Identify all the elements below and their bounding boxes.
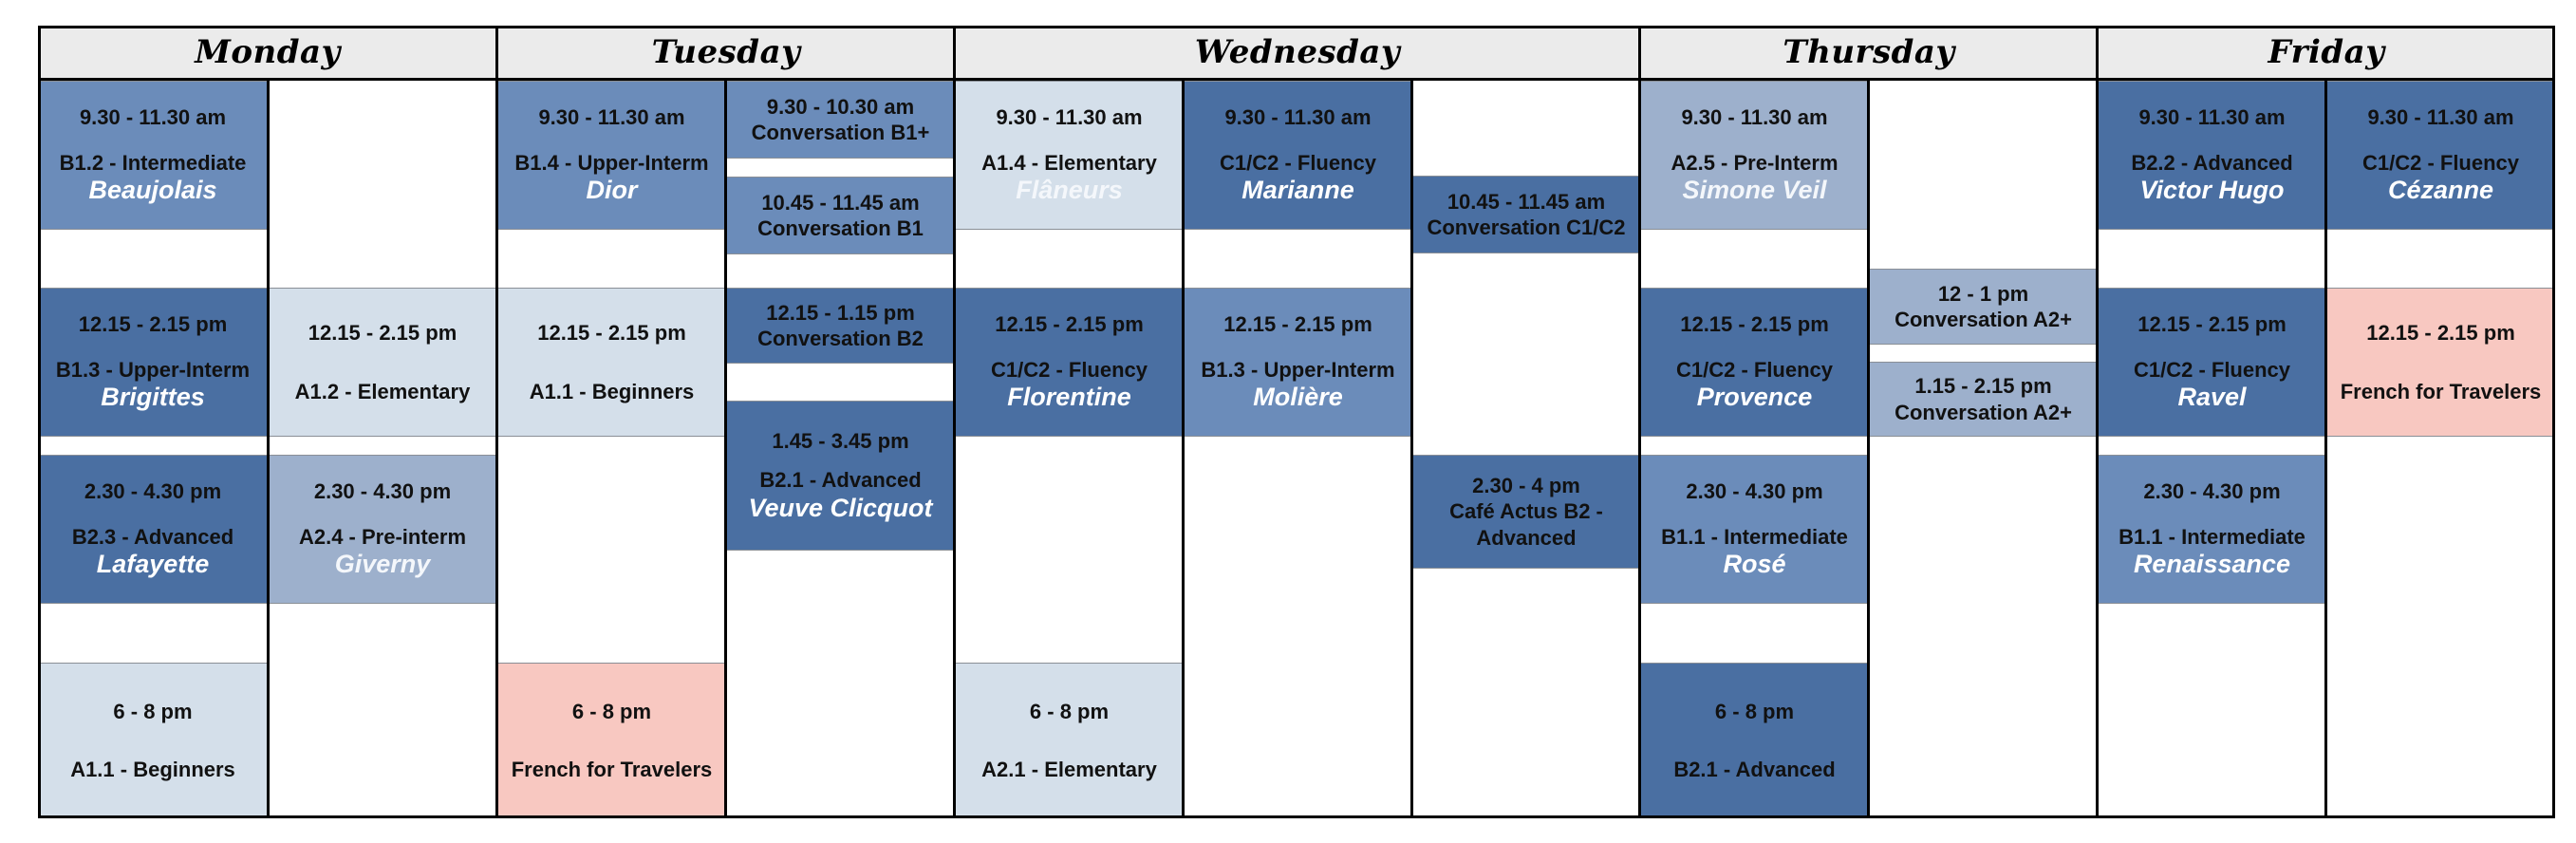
class-time: 10.45 - 11.45 am xyxy=(1447,189,1606,214)
day-header-friday: Friday xyxy=(2098,26,2555,81)
class-time: 9.30 - 11.30 am xyxy=(996,105,1143,130)
class-level: C1/C2 - Fluency xyxy=(1219,150,1377,175)
class-level: Conversation B1 xyxy=(757,216,924,240)
class-level: A1.1 - Beginners xyxy=(70,758,235,781)
class-level: Café Actus B2 - xyxy=(1449,499,1603,524)
class-level: B1.4 - Upper-Interm xyxy=(514,150,709,175)
class-level: C1/C2 - Fluency xyxy=(990,357,1148,382)
class-level: Conversation B2 xyxy=(757,327,924,350)
class-time: 9.30 - 11.30 am xyxy=(2138,105,2286,130)
class-name: Florentine xyxy=(1007,383,1131,412)
class-level: French for Travelers xyxy=(511,758,713,781)
class-time: 12.15 - 2.15 pm xyxy=(1223,312,1372,337)
class-level: B1.1 - Intermediate xyxy=(1661,524,1848,549)
class-time: 2.30 - 4 pm xyxy=(1472,473,1580,497)
class-level: Conversation C1/C2 xyxy=(1427,215,1626,239)
class-name: Victor Hugo xyxy=(2139,176,2285,205)
class-time: 2.30 - 4.30 pm xyxy=(1686,479,1823,504)
class-time: 6 - 8 pm xyxy=(571,699,652,723)
class-time: 9.30 - 11.30 am xyxy=(1224,105,1372,130)
class-time: 9.30 - 11.30 am xyxy=(2367,105,2514,130)
class-time: 12.15 - 1.15 pm xyxy=(766,300,915,325)
class-level: Conversation A2+ xyxy=(1895,400,2072,424)
class-level: B2.3 - Advanced xyxy=(71,524,234,549)
class-name: Dior xyxy=(586,176,638,205)
class-time: 6 - 8 pm xyxy=(1714,699,1795,723)
class-time: 12.15 - 2.15 pm xyxy=(2137,312,2287,337)
class-level: Conversation B1+ xyxy=(751,121,930,144)
class-time: 2.30 - 4.30 pm xyxy=(313,479,452,504)
class-level: C1/C2 - Fluency xyxy=(1675,357,1834,382)
class-time: 1.45 - 3.45 pm xyxy=(772,428,909,453)
class-time: 12.15 - 2.15 pm xyxy=(2366,321,2515,345)
class-level: A1.4 - Elementary xyxy=(981,150,1157,175)
day-header-monday: Monday xyxy=(38,26,497,81)
class-time: 6 - 8 pm xyxy=(1029,699,1110,723)
class-level: French for Travelers xyxy=(2340,379,2542,403)
class-level: B1.3 - Upper-Interm xyxy=(1201,357,1395,382)
class-level: B2.2 - Advanced xyxy=(2131,150,2293,175)
class-time: 12.15 - 2.15 pm xyxy=(308,321,457,345)
class-name: Provence xyxy=(1696,383,1813,412)
class-name: Veuve Clicquot xyxy=(748,493,933,522)
class-level-line2: Advanced xyxy=(1476,525,1577,550)
class-time: 2.30 - 4.30 pm xyxy=(84,479,222,504)
class-time: 12 - 1 pm xyxy=(1937,281,2029,306)
class-time: 6 - 8 pm xyxy=(113,699,193,723)
class-time: 9.30 - 11.30 am xyxy=(79,105,227,130)
day-header-wednesday: Wednesday xyxy=(955,26,1640,81)
class-level: A1.2 - Elementary xyxy=(294,379,471,403)
class-level: B1.3 - Upper-Interm xyxy=(55,357,251,382)
class-time: 12.15 - 2.15 pm xyxy=(995,312,1144,337)
class-level: B1.2 - Intermediate xyxy=(59,150,247,175)
class-name: Renaissance xyxy=(2133,550,2291,579)
class-name: Beaujolais xyxy=(88,176,217,205)
class-name: Rosé xyxy=(1723,550,1786,579)
day-header-tuesday: Tuesday xyxy=(497,26,955,81)
day-header-thursday: Thursday xyxy=(1640,26,2098,81)
class-time: 10.45 - 11.45 am xyxy=(761,190,920,215)
class-time: 12.15 - 2.15 pm xyxy=(1680,312,1829,337)
class-name: Marianne xyxy=(1241,176,1354,205)
class-name: Giverny xyxy=(334,550,431,579)
class-level: B2.1 - Advanced xyxy=(1673,758,1836,781)
class-time: 2.30 - 4.30 pm xyxy=(2143,479,2281,504)
class-name: Flâneurs xyxy=(1016,176,1123,205)
class-time: 1.15 - 2.15 pm xyxy=(1914,374,2052,398)
class-level: C1/C2 - Fluency xyxy=(2133,357,2291,382)
class-name: Ravel xyxy=(2177,383,2247,412)
class-time: 12.15 - 2.15 pm xyxy=(537,321,686,345)
class-time: 9.30 - 11.30 am xyxy=(538,105,685,130)
class-name: Brigittes xyxy=(101,383,205,412)
class-level: C1/C2 - Fluency xyxy=(2361,150,2520,175)
class-level: A2.4 - Pre-interm xyxy=(298,524,467,549)
class-name: Molière xyxy=(1253,383,1343,412)
class-level: A2.1 - Elementary xyxy=(981,758,1157,781)
class-level: A1.1 - Beginners xyxy=(529,379,695,403)
weekly-schedule xyxy=(38,26,2555,818)
class-name: Cézanne xyxy=(2387,176,2494,205)
class-time: 9.30 - 11.30 am xyxy=(1681,105,1828,130)
class-name: Lafayette xyxy=(96,550,210,579)
schedule-frame xyxy=(38,26,2555,818)
class-level: A2.5 - Pre-Interm xyxy=(1671,150,1839,175)
class-level: Conversation A2+ xyxy=(1895,308,2072,331)
class-name: Simone Veil xyxy=(1682,176,1827,205)
class-level: B1.1 - Intermediate xyxy=(2119,524,2305,549)
class-time: 9.30 - 10.30 am xyxy=(766,94,915,119)
class-time: 12.15 - 2.15 pm xyxy=(78,312,228,337)
class-level: B2.1 - Advanced xyxy=(759,468,922,493)
